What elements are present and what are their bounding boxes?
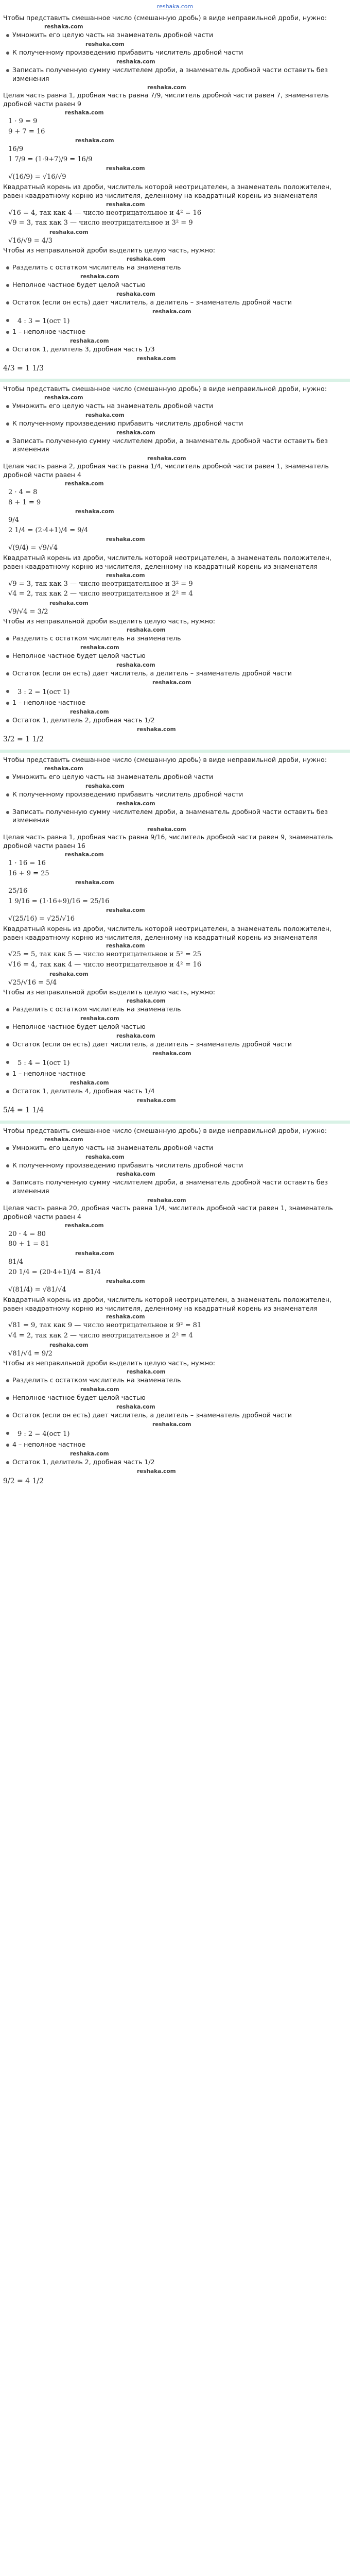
watermark-row <box>3 394 347 401</box>
watermark-text: reshaka.com <box>80 644 119 651</box>
bullet-icon <box>6 690 9 693</box>
watermark-text: reshaka.com <box>85 412 125 418</box>
remainder-text: Остаток 1, делитель 2, дробная часть 1/2 <box>12 1458 155 1466</box>
division-text: 9 : 2 = 4(ост 1) <box>18 1430 70 1438</box>
math-line: 1 9/16 = (1·16+9)/16 = 25/16 <box>8 897 110 905</box>
watermark-row <box>3 708 347 715</box>
root-rule-text: Квадратный корень из дроби, числитель которой неотрицателен, а знаменатель положителен, равен квадратному корню из числителя, деленному на квадратный корень из знаменателя <box>3 924 332 941</box>
quotient-step <box>3 328 347 336</box>
watermark-row <box>3 308 347 315</box>
bullet-icon <box>6 1043 9 1046</box>
watermark-text: reshaka.com <box>116 1403 155 1410</box>
watermark-text: reshaka.com <box>80 274 119 280</box>
bullet-icon <box>6 776 9 779</box>
watermark-text: reshaka.com <box>106 572 145 579</box>
watermark-text: reshaka.com <box>65 852 104 858</box>
watermark-row <box>3 800 347 807</box>
bullet-icon <box>6 1397 9 1400</box>
quotient-text: 4 – неполное частное <box>12 1440 86 1449</box>
watermark-text: reshaka.com <box>75 879 114 886</box>
rule-step <box>3 437 347 454</box>
watermark-row <box>3 826 347 833</box>
quotient-step <box>3 1440 347 1449</box>
watermark-text: reshaka.com <box>137 355 176 362</box>
quotient-step <box>3 1070 347 1078</box>
watermark-text: reshaka.com <box>127 627 166 634</box>
watermark-text: reshaka.com <box>152 308 191 315</box>
remainder-text: Остаток 1, делитель 2, дробная часть 1/2 <box>12 716 155 724</box>
bullet-icon <box>6 440 9 443</box>
math-line: 80 + 1 = 81 <box>8 1240 49 1248</box>
watermark-row <box>3 291 347 297</box>
watermark-text: reshaka.com <box>106 165 145 172</box>
watermark-row <box>3 572 347 579</box>
watermark-text: reshaka.com <box>106 201 145 208</box>
watermark-text: reshaka.com <box>127 256 166 263</box>
watermark-text: reshaka.com <box>152 1050 191 1057</box>
rule-step <box>3 31 347 40</box>
watermark-row <box>3 1250 347 1257</box>
watermark-row <box>3 536 347 543</box>
section-separator <box>0 750 350 753</box>
watermark-text: reshaka.com <box>65 110 104 116</box>
bullet-icon <box>6 422 9 426</box>
mixed-step-text: Остаток (если он есть) дает числитель, а делитель – знаменатель дробной части <box>12 298 292 306</box>
bullet-icon <box>6 284 9 287</box>
mixed-step-text: Разделить с остатком числитель на знаменатель <box>12 1005 181 1013</box>
intro-text: Чтобы представить смешанное число (смешанную дробь) в виде неправильной дроби, нужно: <box>3 384 327 393</box>
root-denominator-line: √16 = 4, так как 4 — число неотрицательное и 4² = 16 <box>8 961 202 969</box>
watermark-row <box>3 256 347 262</box>
watermark-text: reshaka.com <box>116 800 155 807</box>
math-line: 1 7/9 = (1·9+7)/9 = 16/9 <box>8 155 93 163</box>
watermark-row <box>3 273 347 280</box>
root-rule-text: Квадратный корень из дроби, числитель которой неотрицателен, а знаменатель положителен, равен квадратному корню из числителя, деленному на квадратный корень из знаменателя <box>3 182 332 199</box>
watermark-text: reshaka.com <box>127 1368 166 1375</box>
rule-step-text: Умножить его целую часть на знаменатель дробной части <box>12 772 214 781</box>
root-rule-text: Квадратный корень из дроби, числитель которой неотрицателен, а знаменатель положителен, равен квадратному корню из числителя, деленному на квадратный корень из знаменателя <box>3 553 332 570</box>
root-denominator-line: √9 = 3, так как 3 — число неотрицательное и 3² = 9 <box>8 219 193 227</box>
watermark-row <box>3 1450 347 1457</box>
watermark-text: reshaka.com <box>75 509 114 515</box>
watermark-text: reshaka.com <box>152 679 191 686</box>
watermark-text: reshaka.com <box>49 600 89 606</box>
mixed-rule-text: Чтобы из неправильной дроби выделить целую часть, нужно: <box>3 1359 215 1367</box>
rule-step <box>3 808 347 825</box>
watermark-row <box>3 1097 347 1104</box>
remainder-step <box>3 716 347 725</box>
result-fraction-line: √9/√4 = 3/2 <box>8 607 48 616</box>
watermark-row <box>3 1421 347 1428</box>
page-header <box>0 0 350 13</box>
watermark-text: reshaka.com <box>44 1136 83 1143</box>
watermark-row <box>3 337 347 344</box>
mixed-step-text: Разделить с остатком числитель на знаменатель <box>12 263 181 272</box>
mixed-step <box>3 1040 347 1049</box>
answer-line: 4/3 = 1 1/3 <box>3 364 44 373</box>
watermark-row <box>3 1278 347 1284</box>
watermark-text: reshaka.com <box>116 58 155 65</box>
division-step <box>3 687 347 698</box>
rule-step <box>3 790 347 799</box>
watermark-text: reshaka.com <box>147 84 186 91</box>
mixed-step <box>3 1023 347 1031</box>
math-line: √(9/4) = √9/√4 <box>8 544 58 552</box>
bullet-icon <box>6 1181 9 1184</box>
answer-line: 3/2 = 1 1/2 <box>3 735 44 743</box>
watermark-row <box>3 1386 347 1393</box>
watermark-row <box>3 600 347 606</box>
section-separator <box>0 379 350 382</box>
watermark-row <box>3 137 347 144</box>
rule-step <box>3 1161 347 1170</box>
watermark-text: reshaka.com <box>44 394 83 401</box>
bullet-icon <box>6 637 9 640</box>
rule-step <box>3 48 347 57</box>
given-text: Целая часть равна 1, дробная часть равна 9/16, числитель дробной части равен 9, знаменатель дробной части равен 16 <box>3 833 333 850</box>
watermark-row <box>3 662 347 668</box>
watermark-text: reshaka.com <box>116 1171 155 1178</box>
root-numerator-line: √81 = 9, так как 9 — число неотрицательное и 9² = 81 <box>8 1321 202 1330</box>
watermark-text: reshaka.com <box>70 338 109 345</box>
rule-step <box>3 419 347 428</box>
rule-step <box>3 773 347 782</box>
watermark-text: reshaka.com <box>44 23 83 30</box>
bullet-icon <box>6 702 9 705</box>
root-rule-text: Квадратный корень из дроби, числитель которой неотрицателен, а знаменатель положителен, равен квадратному корню из числителя, деленному на квадратный корень из знаменателя <box>3 1295 332 1312</box>
watermark-row <box>3 879 347 886</box>
quotient-text: 1 – неполное частное <box>12 1070 86 1078</box>
bullet-icon <box>6 1147 9 1150</box>
watermark-row <box>3 1197 347 1204</box>
mixed-step-text: Остаток (если он есть) дает числитель, а делитель – знаменатель дробной части <box>12 1040 292 1048</box>
watermark-text: reshaka.com <box>75 138 114 144</box>
watermark-text: reshaka.com <box>75 1250 114 1257</box>
watermark-text: reshaka.com <box>80 1015 119 1022</box>
watermark-row <box>3 907 347 913</box>
mixed-rule-text: Чтобы из неправильной дроби выделить целую часть, нужно: <box>3 246 215 255</box>
bullet-icon <box>6 672 9 675</box>
watermark-row <box>3 1468 347 1475</box>
remainder-step <box>3 1087 347 1096</box>
watermark-text: reshaka.com <box>137 726 176 733</box>
watermark-row <box>3 109 347 116</box>
bullet-icon <box>6 1432 9 1435</box>
watermark-text: reshaka.com <box>70 709 109 716</box>
math-line: 1 · 16 = 16 <box>8 859 46 867</box>
math-line: 9/4 <box>8 516 19 524</box>
watermark-text: reshaka.com <box>106 1314 145 1320</box>
bullet-icon <box>6 1461 9 1464</box>
math-line: 20 · 4 = 80 <box>8 1230 46 1238</box>
intro-text: Чтобы представить смешанное число (смешанную дробь) в виде неправильной дроби, нужно: <box>3 1126 327 1134</box>
watermark-row <box>3 1403 347 1410</box>
watermark-row <box>3 429 347 436</box>
rule-step <box>3 66 347 83</box>
watermark-row <box>3 971 347 977</box>
watermark-row <box>3 1368 347 1375</box>
math-line: 2 · 4 = 8 <box>8 488 38 497</box>
remainder-step <box>3 1458 347 1467</box>
math-line: 9 + 7 = 16 <box>8 127 45 135</box>
result-fraction-line: √25/√16 = 5/4 <box>8 978 57 987</box>
watermark-text: reshaka.com <box>147 826 186 833</box>
solution-section <box>0 14 350 376</box>
watermark-row <box>3 508 347 515</box>
math-line: 16 + 9 = 25 <box>8 869 49 877</box>
remainder-step <box>3 345 347 354</box>
mixed-step <box>3 281 347 290</box>
solution-section <box>0 385 350 747</box>
watermark-row <box>3 1313 347 1320</box>
bullet-icon <box>6 655 9 658</box>
bullet-icon <box>6 1444 9 1447</box>
division-step <box>3 1429 347 1440</box>
watermark-text: reshaka.com <box>127 998 166 1004</box>
bullet-icon <box>6 793 9 796</box>
bullet-icon <box>6 719 9 722</box>
rule-step-text: Умножить его целую часть на знаменатель дробной части <box>12 30 214 39</box>
watermark-text: reshaka.com <box>106 943 145 950</box>
quotient-text: 1 – неполное частное <box>12 328 86 336</box>
bullet-icon <box>6 301 9 304</box>
watermark-text: reshaka.com <box>85 1154 125 1160</box>
watermark-text: reshaka.com <box>152 1421 191 1428</box>
section-separator <box>0 1121 350 1124</box>
bullet-icon <box>6 1026 9 1029</box>
watermark-text: reshaka.com <box>44 765 83 772</box>
watermark-text: reshaka.com <box>116 1032 155 1039</box>
watermark-text: reshaka.com <box>116 429 155 436</box>
mixed-step <box>3 1411 347 1420</box>
bullet-icon <box>6 405 9 408</box>
bullet-icon <box>6 266 9 269</box>
watermark-text: reshaka.com <box>137 1097 176 1104</box>
math-line: 8 + 1 = 9 <box>8 498 41 506</box>
mixed-step <box>3 1376 347 1385</box>
watermark-row <box>3 626 347 633</box>
mixed-step <box>3 1005 347 1014</box>
watermark-row <box>3 1342 347 1348</box>
watermark-text: reshaka.com <box>49 971 89 977</box>
watermark-row <box>3 765 347 772</box>
watermark-text: reshaka.com <box>106 907 145 914</box>
watermark-text: reshaka.com <box>116 291 155 297</box>
division-text: 4 : 3 = 1(ост 1) <box>18 317 70 325</box>
watermark-row <box>3 165 347 172</box>
bullet-icon <box>6 348 9 351</box>
watermark-row <box>3 783 347 789</box>
watermark-text: reshaka.com <box>147 1197 186 1204</box>
watermark-text: reshaka.com <box>65 1222 104 1229</box>
bullet-icon <box>6 34 9 37</box>
math-line: 16/9 <box>8 145 24 154</box>
mixed-step <box>3 634 347 643</box>
watermark-text: reshaka.com <box>85 41 125 47</box>
result-fraction-line: √16/√9 = 4/3 <box>8 236 52 245</box>
watermark-text: reshaka.com <box>85 783 125 789</box>
watermark-row <box>3 84 347 91</box>
intro-text: Чтобы представить смешанное число (смешанную дробь) в виде неправильной дроби, нужно: <box>3 14 327 22</box>
watermark-text: reshaka.com <box>70 1450 109 1457</box>
result-fraction-line: √81/√4 = 9/2 <box>8 1349 52 1358</box>
bullet-icon <box>6 52 9 55</box>
mixed-step-text: Остаток (если он есть) дает числитель, а делитель – знаменатель дробной части <box>12 669 292 677</box>
rule-step-text: Записать полученную сумму числителем дроби, а знаменатель дробной части оставить без изменения <box>12 436 328 453</box>
rule-step-text: К полученному произведению прибавить числитель дробной части <box>12 419 243 427</box>
watermark-text: reshaka.com <box>137 1468 176 1475</box>
site-link[interactable]: reshaka.com <box>156 3 194 10</box>
quotient-text: 1 – неполное частное <box>12 699 86 707</box>
rule-step-text: Записать полученную сумму числителем дроби, а знаменатель дробной части оставить без изменения <box>12 1178 328 1195</box>
solution-section <box>0 1127 350 1488</box>
watermark-row <box>3 1222 347 1229</box>
watermark-row <box>3 1015 347 1022</box>
watermark-text: reshaka.com <box>116 662 155 668</box>
bullet-icon <box>6 69 9 72</box>
root-numerator-line: √16 = 4, так как 4 — число неотрицательное и 4² = 16 <box>8 209 202 217</box>
given-text: Целая часть равна 2, дробная часть равна 1/4, числитель дробной части равен 1, знаменатель дробной части равен 4 <box>3 462 329 479</box>
watermark-text: reshaka.com <box>147 455 186 462</box>
solution-section <box>0 756 350 1117</box>
watermark-row <box>3 480 347 487</box>
answer-line: 9/2 = 4 1/2 <box>3 1477 44 1485</box>
mixed-step <box>3 1394 347 1402</box>
bullet-icon <box>6 331 9 334</box>
remainder-text: Остаток 1, делитель 3, дробная часть 1/3 <box>12 345 155 353</box>
watermark-row <box>3 1154 347 1160</box>
rule-step <box>3 1144 347 1153</box>
root-numerator-line: √25 = 5, так как 5 — число неотрицательное и 5² = 25 <box>8 951 202 959</box>
bullet-icon <box>6 1414 9 1417</box>
math-line: 2 1/4 = (2·4+1)/4 = 9/4 <box>8 526 89 534</box>
bullet-icon <box>6 1073 9 1076</box>
math-line: 81/4 <box>8 1258 24 1266</box>
watermark-row <box>3 1171 347 1177</box>
watermark-row <box>3 1050 347 1057</box>
watermark-row <box>3 412 347 418</box>
mixed-step-text: Неполное частное будет целой частью <box>12 281 146 289</box>
watermark-row <box>3 997 347 1004</box>
rule-step <box>3 1178 347 1196</box>
division-text: 3 : 2 = 1(ост 1) <box>18 688 70 696</box>
watermark-text: reshaka.com <box>65 481 104 487</box>
rule-step-text: Записать полученную сумму числителем дроби, а знаменатель дробной части оставить без изменения <box>12 807 328 824</box>
bullet-icon <box>6 1379 9 1382</box>
division-step <box>3 1058 347 1069</box>
mixed-step-text: Неполное частное будет целой частью <box>12 1393 146 1401</box>
mixed-step-text: Разделить с остатком числитель на знаменатель <box>12 634 181 642</box>
mixed-step <box>3 652 347 660</box>
watermark-text: reshaka.com <box>70 1080 109 1087</box>
given-text: Целая часть равна 20, дробная часть равна 1/4, числитель дробной части равен 1, знаменатель дробной части равен 4 <box>3 1204 333 1221</box>
math-line: 25/16 <box>8 887 28 895</box>
bullet-icon <box>6 811 9 814</box>
bullet-icon <box>6 319 9 322</box>
solution-content <box>0 14 350 1488</box>
watermark-row <box>3 229 347 235</box>
math-line: √(81/4) = √81/√4 <box>8 1286 66 1294</box>
bullet-icon <box>6 1061 9 1064</box>
root-denominator-line: √4 = 2, так как 2 — число неотрицательное и 2² = 4 <box>8 1331 193 1340</box>
mixed-rule-text: Чтобы из неправильной дроби выделить целую часть, нужно: <box>3 988 215 996</box>
rule-step-text: К полученному произведению прибавить числитель дробной части <box>12 48 243 56</box>
mixed-step-text: Разделить с остатком числитель на знаменатель <box>12 1376 181 1384</box>
watermark-text: reshaka.com <box>49 229 89 235</box>
watermark-text: reshaka.com <box>106 1278 145 1285</box>
mixed-rule-text: Чтобы из неправильной дроби выделить целую часть, нужно: <box>3 617 215 625</box>
watermark-row <box>3 1136 347 1143</box>
math-line: √(16/9) = √16/√9 <box>8 173 66 181</box>
mixed-step-text: Неполное частное будет целой частью <box>12 651 146 659</box>
math-line: 20 1/4 = (20·4+1)/4 = 81/4 <box>8 1268 101 1276</box>
mixed-step <box>3 298 347 307</box>
mixed-step <box>3 669 347 678</box>
rule-step-text: Записать полученную сумму числителем дроби, а знаменатель дробной части оставить без изменения <box>12 65 328 82</box>
rule-step-text: Умножить его целую часть на знаменатель дробной части <box>12 1143 214 1151</box>
watermark-row <box>3 942 347 949</box>
given-text: Целая часть равна 1, дробная часть равна 7/9, числитель дробной части равен 7, знаменатель дробной части равен 9 <box>3 91 329 108</box>
watermark-row <box>3 58 347 65</box>
watermark-row <box>3 644 347 651</box>
watermark-row <box>3 679 347 686</box>
quotient-step <box>3 699 347 707</box>
rule-step <box>3 402 347 411</box>
bullet-icon <box>6 1090 9 1093</box>
watermark-text: reshaka.com <box>80 1386 119 1393</box>
math-line: 1 · 9 = 9 <box>8 117 38 126</box>
division-step <box>3 316 347 327</box>
mixed-step-text: Неполное частное будет целой частью <box>12 1022 146 1030</box>
mixed-step-text: Остаток (если он есть) дает числитель, а делитель – знаменатель дробной части <box>12 1411 292 1419</box>
watermark-row <box>3 455 347 462</box>
watermark-row <box>3 1079 347 1086</box>
bullet-icon <box>6 1008 9 1011</box>
watermark-row <box>3 355 347 362</box>
division-text: 5 : 4 = 1(ост 1) <box>18 1059 70 1067</box>
intro-text: Чтобы представить смешанное число (смешанную дробь) в виде неправильной дроби, нужно: <box>3 755 327 764</box>
watermark-row <box>3 1032 347 1039</box>
watermark-text: reshaka.com <box>106 536 145 543</box>
rule-step-text: Умножить его целую часть на знаменатель дробной части <box>12 401 214 410</box>
root-numerator-line: √9 = 3, так как 3 — число неотрицательное и 3² = 9 <box>8 580 193 588</box>
watermark-row <box>3 23 347 30</box>
bullet-icon <box>6 1164 9 1167</box>
watermark-row <box>3 201 347 208</box>
watermark-text: reshaka.com <box>49 1342 89 1348</box>
root-denominator-line: √4 = 2, так как 2 — число неотрицательное и 2² = 4 <box>8 590 193 598</box>
remainder-text: Остаток 1, делитель 4, дробная часть 1/4 <box>12 1087 155 1095</box>
mixed-step <box>3 263 347 272</box>
rule-step-text: К полученному произведению прибавить числитель дробной части <box>12 1161 243 1169</box>
watermark-row <box>3 41 347 47</box>
watermark-row <box>3 851 347 858</box>
answer-line: 5/4 = 1 1/4 <box>3 1106 44 1114</box>
watermark-row <box>3 726 347 733</box>
math-line: √(25/16) = √25/√16 <box>8 915 75 923</box>
rule-step-text: К полученному произведению прибавить числитель дробной части <box>12 790 243 798</box>
